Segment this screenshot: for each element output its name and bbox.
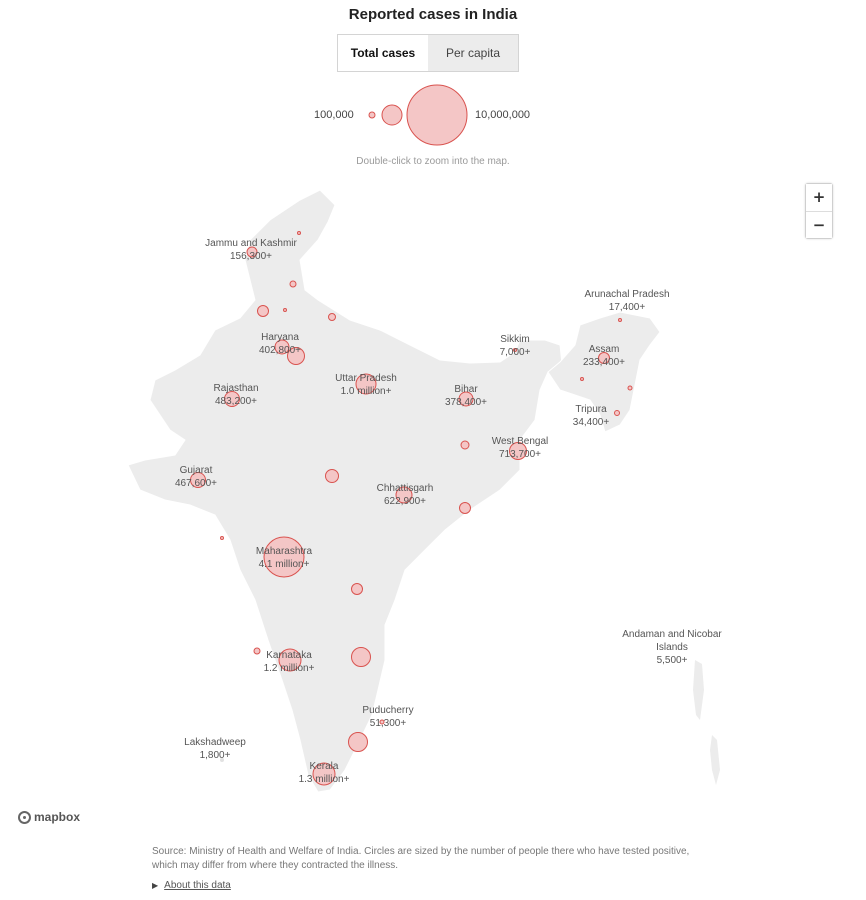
bubble-ladakh	[298, 232, 301, 235]
about-data-toggle[interactable]	[152, 880, 231, 891]
label-tripura: Tripura 34,400+	[572, 404, 610, 428]
nicobar-islands	[710, 735, 720, 785]
bubble-jharkhand	[461, 441, 469, 449]
andaman-islands	[693, 660, 704, 720]
disclosure-triangle-icon: ▶	[152, 881, 159, 890]
label-jammu-kashmir: Jammu and Kashmir 156,300+	[205, 238, 297, 262]
bubble-tripura	[615, 411, 620, 416]
bubble-andhra-pradesh	[352, 648, 371, 667]
legend-circle-large	[407, 85, 467, 145]
legend-circle-medium	[382, 105, 402, 125]
legend-max-label: 10,000,000	[475, 109, 531, 121]
bubble-himachal	[290, 281, 296, 287]
bubble-odisha	[460, 503, 471, 514]
about-data-link[interactable]: About this data	[164, 880, 231, 891]
label-haryana: Haryana 402,800+	[259, 332, 301, 356]
legend-min-label: 100,000	[314, 109, 354, 121]
bubble-meghalaya	[581, 378, 584, 381]
chart-title: Reported cases in India	[348, 6, 518, 23]
mapbox-logo-icon	[18, 811, 31, 824]
bubble-goa	[254, 648, 260, 654]
label-bihar: Bihar 378,400+	[445, 384, 487, 408]
label-west-bengal: West Bengal 713,700+	[491, 436, 549, 460]
per-capita-tab[interactable]: Per capita	[428, 35, 518, 71]
label-lakshadweep: Lakshadweep 1,800+	[184, 737, 246, 761]
label-kerala: Kerala 1.3 million+	[298, 761, 350, 785]
label-assam: Assam 233,400+	[583, 344, 625, 368]
size-legend	[369, 85, 467, 145]
bubble-madhya-pradesh	[326, 470, 339, 483]
label-sikkim: Sikkim 7,000+	[499, 334, 531, 358]
bubble-uttarakhand	[329, 314, 336, 321]
zoom-in-button[interactable]: +	[806, 184, 832, 211]
label-andaman-nicobar: Andaman and Nicobar Islands 5,500+	[622, 629, 722, 666]
label-arunachal-pradesh: Arunachal Pradesh 17,400+	[584, 289, 670, 313]
label-chhattisgarh: Chhattisgarh 622,900+	[376, 483, 434, 507]
bubble-chandigarh	[284, 309, 287, 312]
mapbox-attribution[interactable]	[18, 810, 80, 824]
zoom-controls	[805, 183, 833, 239]
label-karnataka: Karnataka 1.2 million+	[263, 650, 315, 674]
bubble-telangana	[352, 584, 363, 595]
bubble-manipur	[628, 386, 632, 390]
bubble-arunachal	[619, 319, 622, 322]
label-uttar-pradesh: Uttar Pradesh 1.0 million+	[335, 373, 397, 397]
mapbox-wordmark: mapbox	[34, 810, 81, 824]
label-rajasthan: Rajasthan 483,200+	[213, 383, 259, 407]
legend-circle-small	[369, 112, 375, 118]
label-gujarat: Gujarat 467,600+	[175, 465, 217, 489]
label-puducherry: Puducherry 51,300+	[362, 705, 414, 729]
india-mainland	[128, 190, 562, 792]
zoom-hint: Double-click to zoom into the map.	[356, 156, 510, 167]
source-note: Source: Ministry of Health and Welfare of India. Circles are sized by the number of people there who have tested positive, which may differ from where they contracted the illness.	[152, 846, 690, 871]
zoom-out-button[interactable]: −	[806, 212, 832, 239]
bubble-dadra-nagar-haveli	[221, 537, 224, 540]
total-cases-tab[interactable]: Total cases	[338, 35, 428, 71]
bubble-punjab	[258, 306, 269, 317]
bubble-tamil-nadu	[349, 733, 368, 752]
label-maharashtra: Maharashtra 4.1 million+	[255, 546, 313, 570]
